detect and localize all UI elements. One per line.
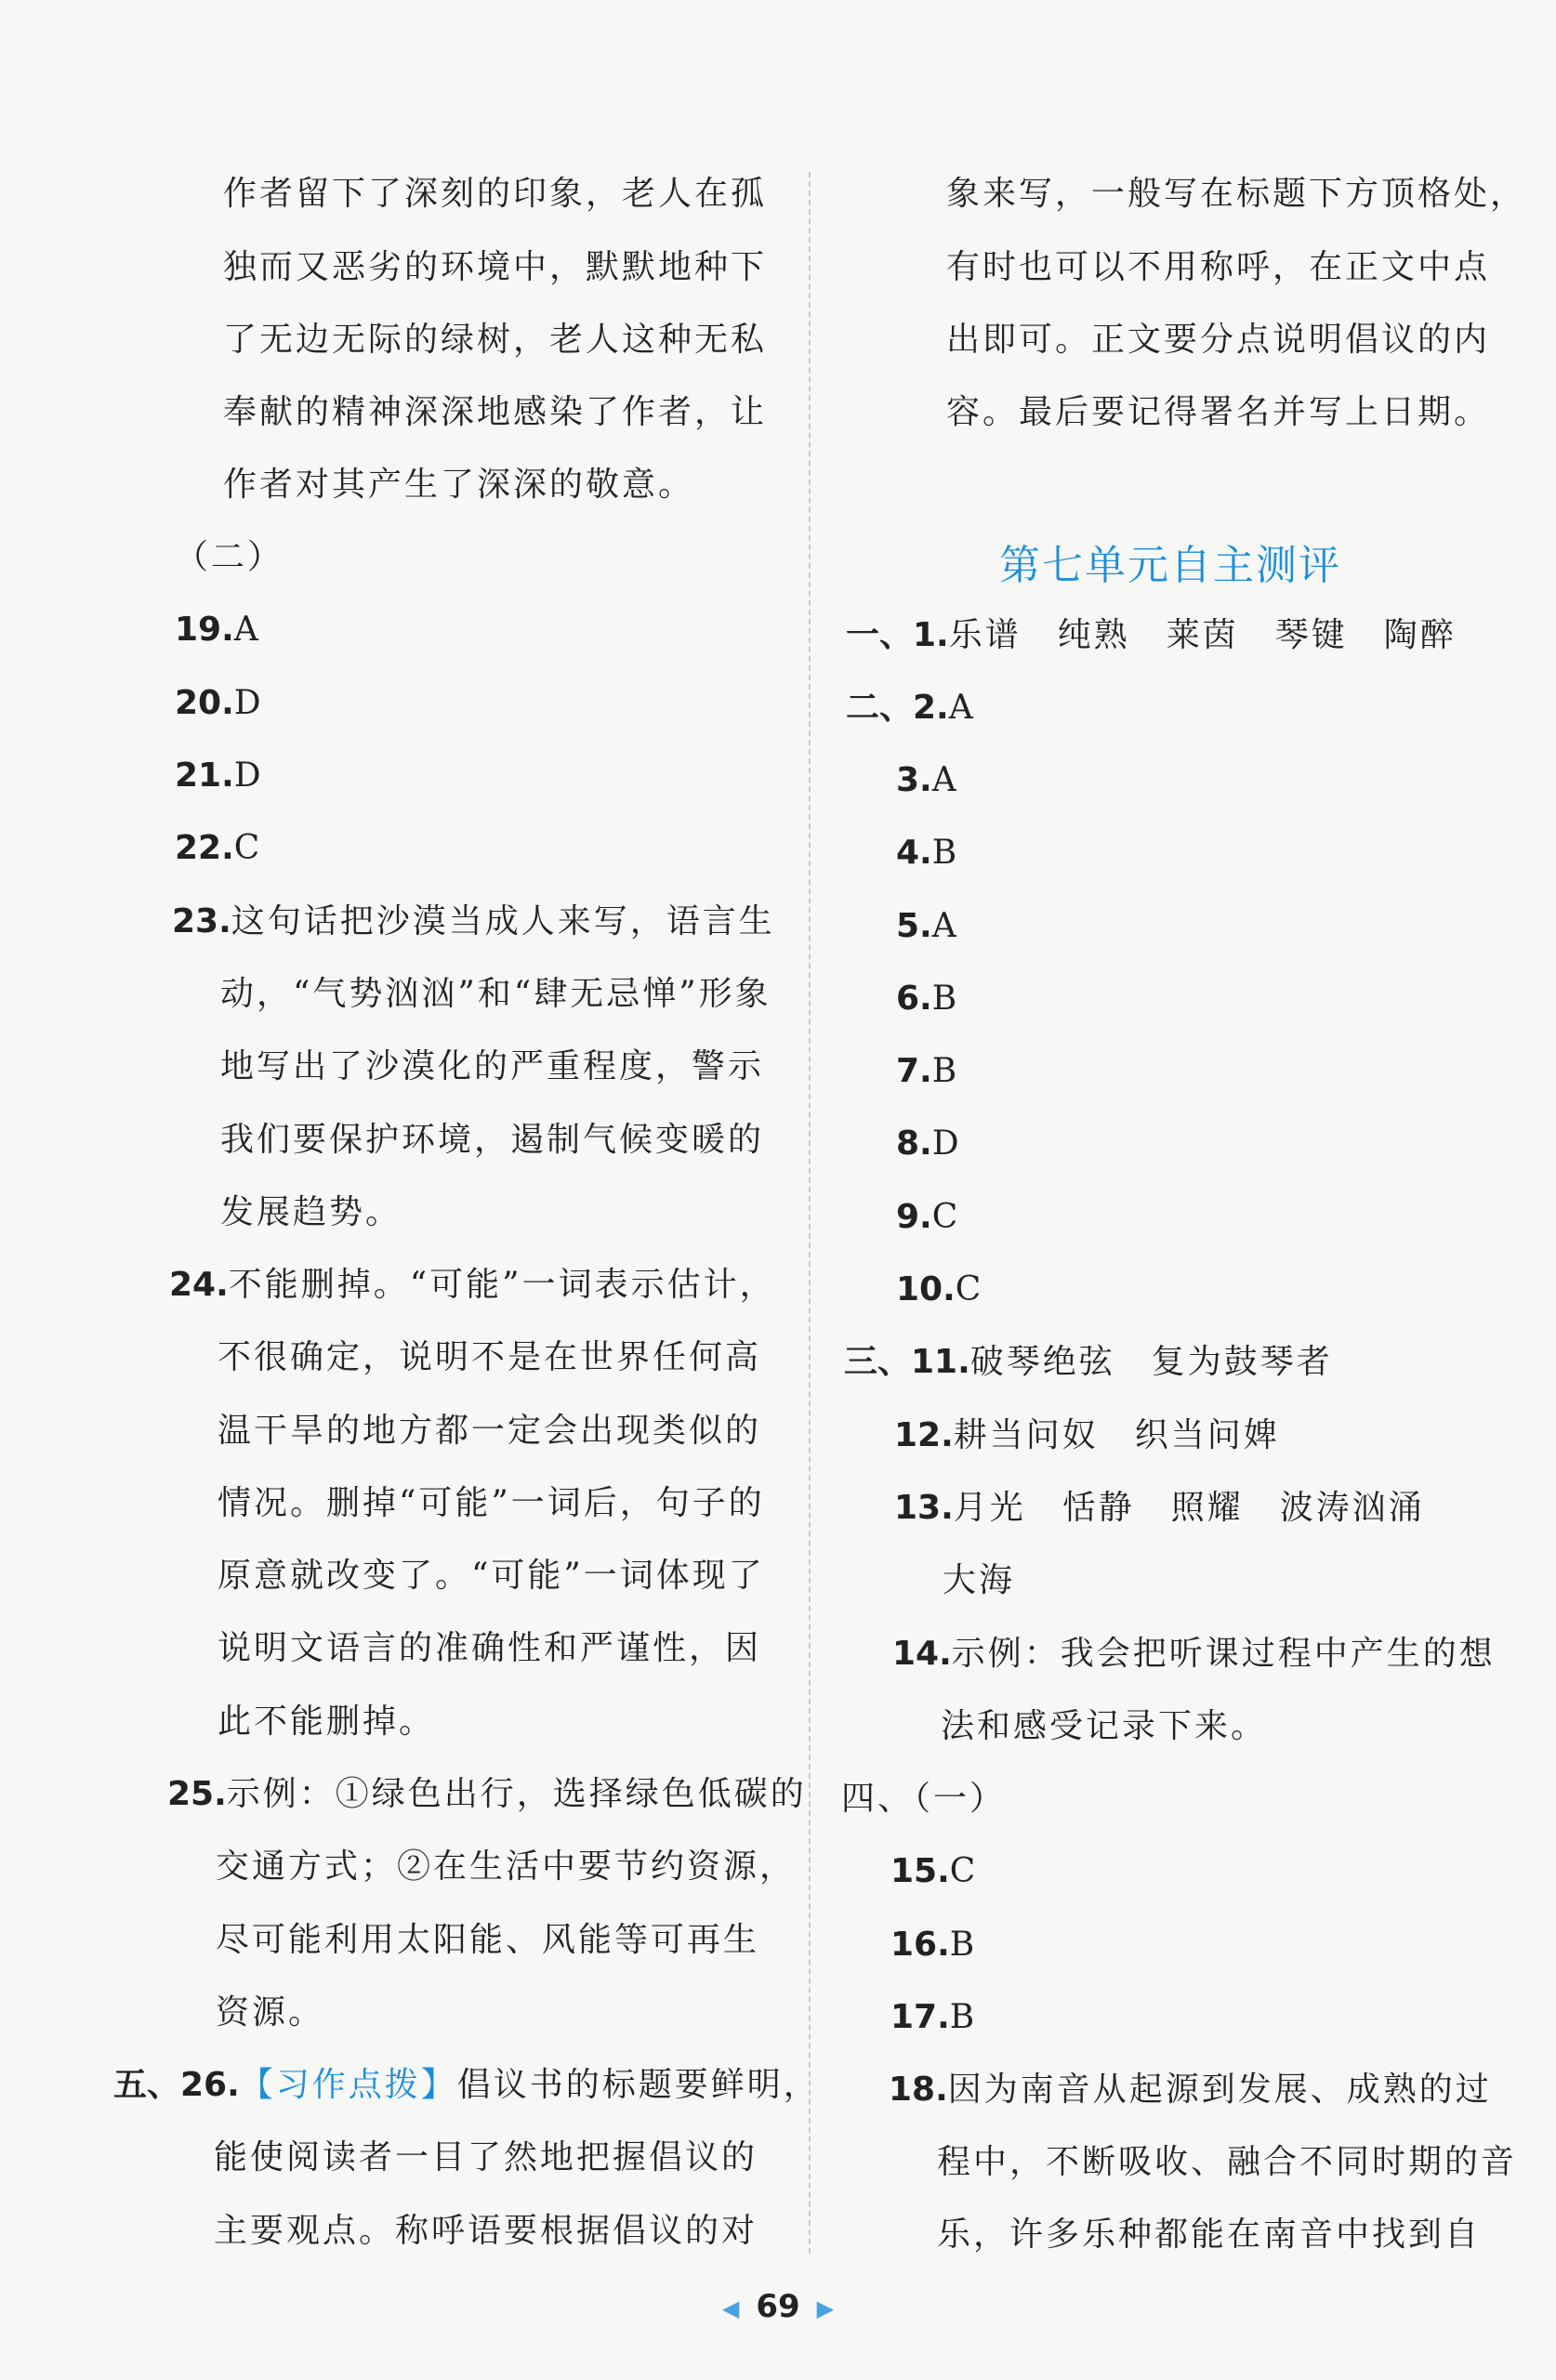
answer-item bbox=[896, 904, 959, 949]
answer-text: A bbox=[233, 611, 261, 649]
answer-number: 3. bbox=[896, 761, 932, 799]
answer-text: B bbox=[931, 980, 960, 1018]
answer-item bbox=[167, 1772, 807, 1817]
answer-text: B bbox=[949, 1926, 978, 1964]
answer-item bbox=[175, 826, 262, 871]
text-line: 奉献的精神深深地感染了作者，让 bbox=[223, 393, 768, 431]
answer-text: 耕当问奴 织当问婢 bbox=[953, 1416, 1280, 1454]
answer-number: 4. bbox=[896, 834, 932, 872]
text-line: 有时也可以不用称呼，在正文中点 bbox=[946, 248, 1491, 286]
answer-item bbox=[896, 831, 959, 875]
answer-item bbox=[172, 900, 775, 944]
text-line: 出即可。正文要分点说明倡议的内 bbox=[946, 321, 1491, 359]
answer-item bbox=[169, 1263, 776, 1308]
answer-text: 不能删掉。“可能”一词表示估计， bbox=[228, 1266, 776, 1304]
answer-number: 13. bbox=[894, 1489, 954, 1527]
text-line: 原意就改变了。“可能”一词体现了 bbox=[218, 1557, 765, 1595]
answer-text: B bbox=[949, 1998, 978, 2036]
answer-number: 7. bbox=[896, 1052, 932, 1090]
text-line: 情况。删掉“可能”一词后，句子的 bbox=[218, 1484, 765, 1522]
answer-number: 24. bbox=[169, 1266, 229, 1304]
answer-number: 17. bbox=[890, 1998, 950, 2036]
answer-item bbox=[175, 608, 261, 652]
answer-number: 三、11. bbox=[844, 1343, 970, 1381]
answer-number: 18. bbox=[889, 2071, 948, 2109]
answer-number: 19. bbox=[175, 611, 234, 649]
answer-number: 20. bbox=[175, 684, 234, 722]
answer-text: C bbox=[949, 1852, 979, 1890]
text-line: 发展趋势。 bbox=[220, 1193, 402, 1231]
answer-number: 9. bbox=[896, 1198, 932, 1236]
text-line: 能使阅读者一目了然地把握倡议的 bbox=[214, 2138, 758, 2176]
text-line: 作者留下了深刻的印象，老人在孤 bbox=[223, 175, 768, 213]
answer-number: 6. bbox=[896, 980, 932, 1018]
text-line: 此不能删掉。 bbox=[218, 1703, 436, 1741]
text-line: 温干旱的地方都一定会出现类似的 bbox=[218, 1412, 762, 1450]
answer-text: D bbox=[233, 756, 264, 795]
text-line: 了无边无际的绿树，老人这种无私 bbox=[223, 321, 768, 359]
answer-item bbox=[113, 2063, 820, 2108]
text-line: 说明文语言的准确性和严谨性，因 bbox=[218, 1629, 762, 1667]
text-line: 作者对其产生了深深的敬意。 bbox=[223, 466, 695, 504]
answer-text: D bbox=[931, 1124, 962, 1163]
tip-tag: 【习作点拨】 bbox=[239, 2066, 457, 2104]
answer-text: 倡议书的标题要鲜明， bbox=[456, 2066, 820, 2104]
answer-item bbox=[896, 977, 959, 1021]
answer-text: D bbox=[233, 684, 264, 722]
answer-text: C bbox=[931, 1198, 961, 1236]
answer-text: C bbox=[955, 1270, 984, 1308]
page-number: 69 bbox=[756, 2288, 800, 2325]
answer-text: 因为南音从起源到发展、成熟的过 bbox=[947, 2071, 1492, 2109]
answer-text: A bbox=[948, 689, 976, 727]
text-line: 容。最后要记得署名并写上日期。 bbox=[946, 393, 1491, 431]
answer-item bbox=[175, 754, 264, 798]
answer-number: 二、2. bbox=[846, 689, 949, 727]
answer-text: 示例：我会把听课过程中产生的想 bbox=[951, 1635, 1496, 1673]
text-line: 地写出了沙漠化的严重程度，警示 bbox=[220, 1047, 765, 1085]
answer-item bbox=[896, 1122, 962, 1166]
text-line: 独而又恶劣的环境中，默默地种下 bbox=[223, 248, 768, 286]
answer-item bbox=[896, 1049, 959, 1094]
answer-text: C bbox=[233, 829, 263, 867]
text-line: 乐，许多乐种都能在南音中找到自 bbox=[937, 2216, 1482, 2254]
text-line: 象来写，一般写在标题下方顶格处， bbox=[946, 175, 1527, 213]
answer-text: 这句话把沙漠当成人来写，语言生 bbox=[231, 902, 775, 940]
answer-number: 14. bbox=[892, 1635, 952, 1673]
answer-text: 乐谱 纯熟 莱茵 琴键 陶醉 bbox=[948, 616, 1457, 654]
text-line: 主要观点。称呼语要根据倡议的对 bbox=[214, 2212, 758, 2250]
text-line: 动，“气势汹汹”和“肆无忌惮”形象 bbox=[220, 975, 771, 1013]
answer-number: 10. bbox=[896, 1270, 956, 1308]
answer-number: 12. bbox=[894, 1416, 954, 1454]
answer-item bbox=[890, 1995, 977, 2040]
answer-number: 21. bbox=[175, 756, 234, 795]
answer-item bbox=[889, 2068, 1492, 2112]
answer-item bbox=[894, 1414, 1280, 1458]
answer-number: 16. bbox=[890, 1926, 950, 1964]
answer-item bbox=[896, 1195, 960, 1240]
answer-number: 22. bbox=[175, 829, 234, 867]
unit-heading: 第七单元自主测评 bbox=[999, 542, 1341, 589]
column-divider bbox=[809, 172, 811, 2254]
section-label: 四、（一） bbox=[841, 1780, 1007, 1818]
answer-item bbox=[175, 681, 264, 726]
answer-number: 一、1. bbox=[846, 616, 949, 654]
answer-text: B bbox=[931, 834, 960, 872]
text-line: 程中，不断吸收、融合不同时期的音 bbox=[937, 2143, 1518, 2181]
answer-text: A bbox=[931, 907, 959, 945]
answer-item bbox=[896, 758, 959, 803]
text-line: 不很确定，说明不是在世界任何高 bbox=[218, 1338, 762, 1376]
answer-item bbox=[890, 1849, 978, 1894]
answer-text: A bbox=[931, 761, 959, 799]
text-line: 尽可能利用太阳能、风能等可再生 bbox=[216, 1921, 760, 1959]
triangle-left-icon: ◀ bbox=[721, 2295, 740, 2321]
answer-text: 示例：①绿色出行，选择绿色低碳的 bbox=[226, 1775, 807, 1813]
answer-item bbox=[896, 1268, 983, 1312]
answer-text: B bbox=[931, 1052, 960, 1090]
answer-item bbox=[890, 1923, 977, 1967]
answer-number: 25. bbox=[167, 1775, 227, 1813]
answer-item bbox=[844, 1340, 1333, 1385]
answer-item bbox=[892, 1632, 1496, 1677]
answer-item bbox=[846, 686, 976, 730]
answer-number: 5. bbox=[896, 907, 932, 945]
text-line: 法和感受记录下来。 bbox=[941, 1707, 1268, 1745]
answer-number: 15. bbox=[890, 1852, 950, 1890]
page-footer bbox=[0, 2288, 1556, 2325]
text-line: 大海 bbox=[943, 1561, 1016, 1599]
answer-number: 8. bbox=[896, 1124, 932, 1163]
text-line: 资源。 bbox=[216, 1993, 325, 2032]
answer-text: 破琴绝弦 复为鼓琴者 bbox=[969, 1343, 1333, 1381]
text-line: 我们要保护环境，遏制气候变暖的 bbox=[220, 1121, 765, 1159]
answer-number: 23. bbox=[172, 902, 231, 940]
text-line: 交通方式；②在生活中要节约资源， bbox=[216, 1847, 797, 1886]
answer-text: 月光 恬静 照耀 波涛汹涌 bbox=[953, 1489, 1425, 1527]
answer-item bbox=[846, 613, 1457, 658]
answer-item bbox=[894, 1486, 1425, 1531]
answer-number: 五、26. bbox=[113, 2066, 240, 2104]
triangle-right-icon: ▶ bbox=[816, 2295, 835, 2321]
section-label: （二） bbox=[175, 538, 284, 576]
